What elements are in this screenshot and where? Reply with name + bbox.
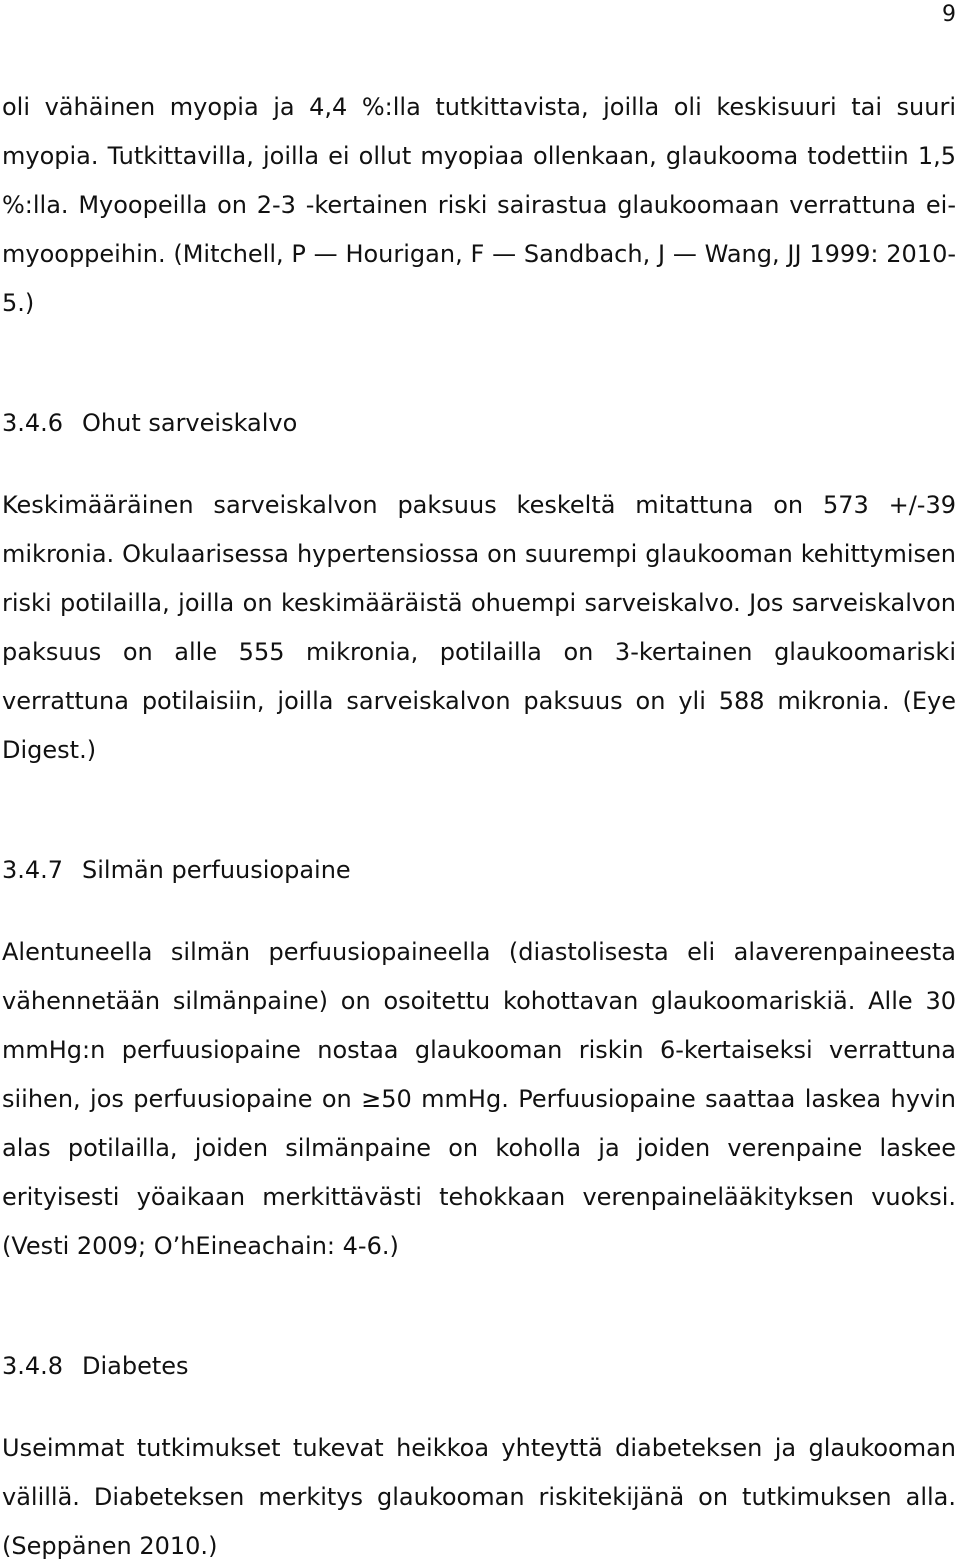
text-line: vähennetään silmänpaine) on osoitettu kohottavan glaukoomariskiä. Alle 30	[2, 987, 956, 1015]
section-number: 3.4.8	[2, 1352, 64, 1380]
text-line: verrattuna potilaisiin, joilla sarveiskalvon paksuus on yli 588 mikronia. (Eye	[2, 687, 956, 715]
text-line: riski potilailla, joilla on keskimääräistä ohuempi sarveiskalvo. Jos sarveiskalvon	[2, 589, 956, 617]
text-line: mikronia. Okulaarisessa hypertensiossa on suurempi glaukooman kehittymisen	[2, 540, 956, 568]
section-heading	[2, 1351, 189, 1381]
section-heading	[2, 855, 351, 885]
section-number: 3.4.6	[2, 409, 64, 437]
text-line: Alentuneella silmän perfuusiopaineella (diastolisesta eli alaverenpaineesta	[2, 938, 956, 966]
text-line: myooppeihin. (Mitchell, P — Hourigan, F — Sandbach, J — Wang, JJ 1999: 2010-	[2, 240, 956, 268]
section-heading	[2, 408, 297, 438]
text-line: välillä. Diabeteksen merkitys glaukooman riskitekijänä on tutkimuksen alla.	[2, 1483, 956, 1511]
section-title: Silmän perfuusiopaine	[82, 856, 351, 884]
text-line: erityisesti yöaikaan merkittävästi tehokkaan verenpainelääkityksen vuoksi.	[2, 1183, 956, 1211]
text-line: %:lla. Myoopeilla on 2-3 -kertainen riski sairastua glaukoomaan verrattuna ei-	[2, 191, 956, 219]
text-line: paksuus on alle 555 mikronia, potilailla on 3-kertainen glaukoomariski	[2, 638, 956, 666]
text-line: alas potilailla, joiden silmänpaine on koholla ja joiden verenpaine laskee	[2, 1134, 956, 1162]
text-line: oli vähäinen myopia ja 4,4 %:lla tutkittavista, joilla oli keskisuuri tai suuri	[2, 93, 956, 121]
text-line: Digest.)	[2, 736, 97, 764]
section-number: 3.4.7	[2, 856, 64, 884]
text-line: (Vesti 2009; O’hEineachain: 4-6.)	[2, 1232, 399, 1260]
text-line: Useimmat tutkimukset tukevat heikkoa yhteyttä diabeteksen ja glaukooman	[2, 1434, 956, 1462]
page-number: 9	[942, 2, 956, 27]
section-title: Diabetes	[82, 1352, 189, 1380]
section-title: Ohut sarveiskalvo	[82, 409, 298, 437]
text-line: siihen, jos perfuusiopaine on ≥50 mmHg. Perfuusiopaine saattaa laskea hyvin	[2, 1085, 956, 1113]
text-line: 5.)	[2, 289, 35, 317]
text-line: myopia. Tutkittavilla, joilla ei ollut myopiaa ollenkaan, glaukooma todettiin 1,5	[2, 142, 956, 170]
text-line: Keskimääräinen sarveiskalvon paksuus keskeltä mitattuna on 573 +/-39	[2, 491, 956, 519]
text-line: mmHg:n perfuusiopaine nostaa glaukooman riskin 6-kertaiseksi verrattuna	[2, 1036, 956, 1064]
text-line: (Seppänen 2010.)	[2, 1532, 218, 1560]
